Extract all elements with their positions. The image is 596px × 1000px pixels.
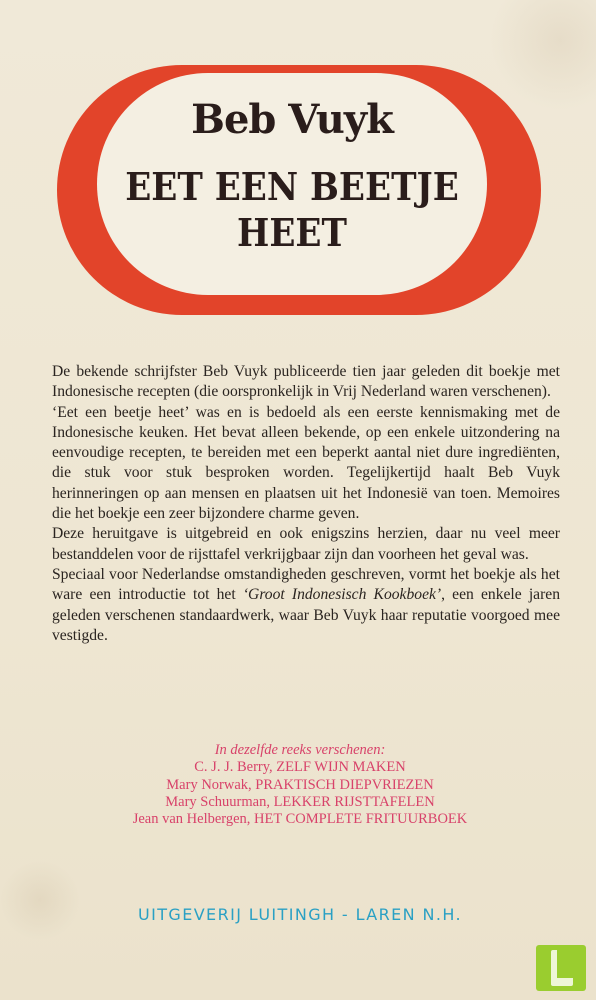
blurb-paragraph: De bekende schrijfster Beb Vuyk publiceerde tien jaar geleden dit boekje met Indonesische recepten (die oorspronkelijk in Vrij Nederland waren verschenen). bbox=[52, 363, 560, 401]
publisher-name: UITGEVERIJ LUITINGH - LAREN N.H. bbox=[138, 905, 462, 924]
series-item: Mary Norwak, PRAKTISCH DIEPVRIEZEN bbox=[166, 776, 434, 793]
blurb-paragraph: Deze heruitgave is uitgebreid en ook enigszins herzien, daar nu veel meer bestanddelen voor de rijsttafel verkrijgbaar zijn dan voorheen het geval was. bbox=[52, 525, 560, 563]
blurb-text bbox=[52, 362, 560, 646]
book-title-line-2: HEET bbox=[237, 210, 347, 255]
blurb-text-span: , een enkele jaren geleden verschenen standaardwerk, waar Beb Vuyk haar reputatie voorgoed mee vestigde. bbox=[52, 586, 561, 644]
book-title-line-1: EET EEN BEETJE bbox=[125, 164, 459, 209]
author-name: Beb Vuyk bbox=[191, 96, 393, 143]
blurb-paragraph: ‘Eet een beetje heet’ was en is bedoeld als een eerste kennismaking met de Indonesische keuken. Het bevat alleen bekende, op een enkele uitzondering na eenvoudige recepten, te bereiden met een beperkt aantal niet dure ingrediënten, die stuk voor stuk besproken worden. Tegelijkertijd haalt Beb Vuyk herinneringen op aan mensen en plaatsen uit het Indonesië van toen. Memoires die het boekje een zeer bijzondere charme geven. bbox=[52, 403, 560, 523]
series-list bbox=[60, 742, 540, 828]
blurb-paragraph bbox=[52, 565, 560, 646]
series-item: Mary Schuurman, LEKKER RIJSTTAFELEN bbox=[165, 793, 435, 810]
series-item: C. J. J. Berry, ZELF WIJN MAKEN bbox=[194, 759, 406, 776]
series-heading: In dezelfde reeks verschenen: bbox=[214, 742, 386, 758]
letter-l-icon bbox=[551, 950, 573, 986]
book-reference: ‘Groot Indonesisch Kookboek’ bbox=[242, 586, 442, 604]
store-logo-sticker bbox=[536, 945, 586, 991]
series-item: Jean van Helbergen, HET COMPLETE FRITUURBOEK bbox=[132, 811, 468, 828]
blurb-text-span: Speciaal voor Nederlandse omstandigheden geschreven, vormt het boekje als het ware een introductie tot het bbox=[52, 565, 560, 604]
